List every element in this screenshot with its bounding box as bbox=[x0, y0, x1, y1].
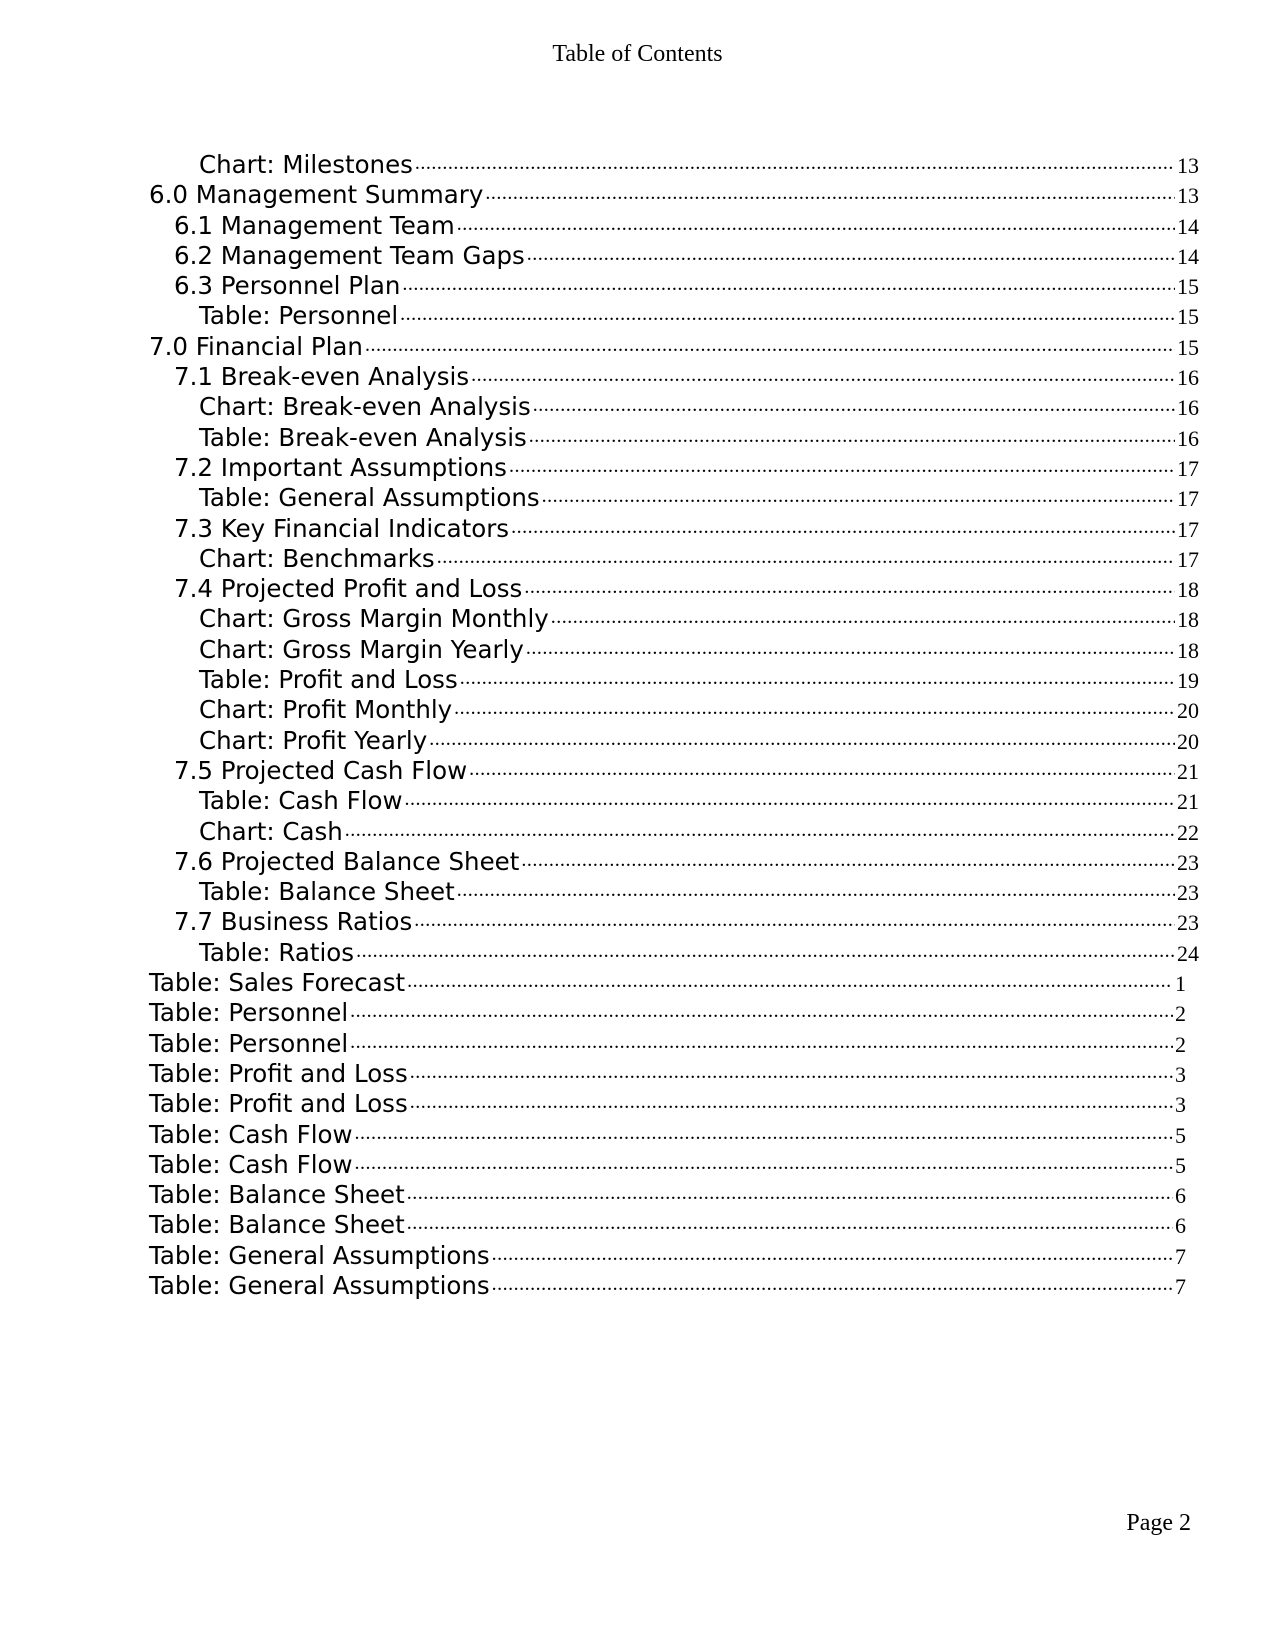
dot-leader bbox=[405, 787, 1175, 809]
toc-entry-page-number: 19 bbox=[1177, 668, 1199, 694]
table-of-contents bbox=[149, 150, 1199, 1301]
dot-leader bbox=[402, 272, 1175, 294]
dot-leader bbox=[429, 727, 1175, 749]
toc-entry-label: 7.7 Business Ratios bbox=[174, 907, 413, 937]
toc-entry-page-number: 5 bbox=[1175, 1152, 1186, 1178]
toc-entry[interactable] bbox=[149, 453, 1199, 483]
toc-entry-page-number: 21 bbox=[1177, 758, 1199, 784]
toc-entry-page-number: 7 bbox=[1175, 1273, 1186, 1299]
toc-entry[interactable] bbox=[149, 301, 1199, 331]
toc-entry[interactable] bbox=[149, 483, 1199, 513]
toc-entry[interactable] bbox=[149, 514, 1199, 544]
toc-entry[interactable] bbox=[149, 332, 1199, 362]
toc-entry-page-number: 22 bbox=[1177, 819, 1199, 845]
toc-entry[interactable] bbox=[149, 877, 1199, 907]
dot-leader bbox=[533, 393, 1175, 415]
toc-entry[interactable] bbox=[149, 968, 1199, 998]
dot-leader bbox=[355, 1151, 1173, 1173]
toc-entry[interactable] bbox=[149, 392, 1199, 422]
toc-entry[interactable] bbox=[149, 1210, 1199, 1240]
toc-entry-label: Table: Balance Sheet bbox=[149, 1180, 405, 1210]
toc-entry[interactable] bbox=[149, 574, 1199, 604]
toc-entry-page-number: 17 bbox=[1177, 546, 1199, 572]
toc-entry[interactable] bbox=[149, 1241, 1199, 1271]
toc-entry[interactable] bbox=[149, 907, 1199, 937]
toc-entry-label: Table: Balance Sheet bbox=[149, 1210, 405, 1240]
toc-entry-page-number: 17 bbox=[1177, 455, 1199, 481]
dot-leader bbox=[524, 575, 1175, 597]
toc-entry-page-number: 21 bbox=[1177, 789, 1199, 815]
toc-entry-label: Table: Cash Flow bbox=[149, 1119, 353, 1149]
toc-entry-page-number: 16 bbox=[1177, 365, 1199, 391]
toc-entry[interactable] bbox=[149, 1120, 1199, 1150]
toc-entry-label: 6.1 Management Team bbox=[174, 210, 455, 240]
toc-entry-label: Chart: Profit Monthly bbox=[199, 695, 453, 725]
toc-entry[interactable] bbox=[149, 271, 1199, 301]
toc-entry-label: Table: Ratios bbox=[199, 937, 355, 967]
toc-entry[interactable] bbox=[149, 665, 1199, 695]
toc-entry[interactable] bbox=[149, 150, 1199, 180]
toc-entry[interactable] bbox=[149, 180, 1199, 210]
toc-entry[interactable] bbox=[149, 786, 1199, 816]
toc-entry-label: Chart: Benchmarks bbox=[199, 543, 435, 573]
toc-entry-page-number: 18 bbox=[1177, 607, 1199, 633]
toc-entry-page-number: 6 bbox=[1175, 1183, 1186, 1209]
dot-leader bbox=[454, 696, 1175, 718]
toc-entry[interactable] bbox=[149, 362, 1199, 392]
toc-entry[interactable] bbox=[149, 847, 1199, 877]
dot-leader bbox=[529, 424, 1175, 446]
toc-entry-page-number: 23 bbox=[1177, 880, 1199, 906]
toc-entry-label: 7.6 Projected Balance Sheet bbox=[174, 846, 520, 876]
dot-leader bbox=[365, 333, 1175, 355]
toc-entry-page-number: 14 bbox=[1177, 243, 1199, 269]
dot-leader bbox=[471, 363, 1175, 385]
toc-entry[interactable] bbox=[149, 1059, 1199, 1089]
toc-entry-page-number: 3 bbox=[1175, 1092, 1186, 1118]
dot-leader bbox=[527, 242, 1175, 264]
toc-entry-page-number: 3 bbox=[1175, 1061, 1186, 1087]
dot-leader bbox=[460, 666, 1175, 688]
toc-entry-label: 7.1 Break-even Analysis bbox=[174, 362, 470, 392]
dot-leader bbox=[355, 1121, 1173, 1143]
toc-entry[interactable] bbox=[149, 604, 1199, 634]
dot-leader bbox=[356, 939, 1175, 961]
page-number: Page 2 bbox=[1126, 1510, 1191, 1536]
toc-entry-page-number: 17 bbox=[1177, 516, 1199, 542]
toc-entry-label: Table: Personnel bbox=[149, 998, 349, 1028]
toc-entry[interactable] bbox=[149, 756, 1199, 786]
toc-entry-page-number: 14 bbox=[1177, 213, 1199, 239]
dot-leader bbox=[492, 1242, 1173, 1264]
toc-entry-page-number: 20 bbox=[1177, 698, 1199, 724]
toc-entry-label: 7.0 Financial Plan bbox=[149, 331, 363, 361]
dot-leader bbox=[437, 545, 1175, 567]
toc-entry-page-number: 1 bbox=[1175, 971, 1186, 997]
toc-entry-page-number: 7 bbox=[1175, 1243, 1186, 1269]
toc-entry-label: Table: Profit and Loss bbox=[149, 1058, 408, 1088]
toc-entry-page-number: 16 bbox=[1177, 395, 1199, 421]
toc-entry-label: Table: Balance Sheet bbox=[199, 877, 455, 907]
toc-entry-label: Chart: Break-even Analysis bbox=[199, 392, 531, 422]
toc-entry-page-number: 23 bbox=[1177, 910, 1199, 936]
page-title: Table of Contents bbox=[552, 41, 723, 67]
toc-entry-label: Table: Cash Flow bbox=[149, 1149, 353, 1179]
dot-leader bbox=[407, 1211, 1173, 1233]
dot-leader bbox=[551, 605, 1175, 627]
dot-leader bbox=[485, 181, 1175, 203]
toc-entry-label: Table: General Assumptions bbox=[149, 1270, 490, 1300]
toc-entry-label: Chart: Milestones bbox=[199, 150, 413, 179]
toc-entry-label: Table: Sales Forecast bbox=[149, 968, 406, 998]
toc-entry[interactable] bbox=[149, 1180, 1199, 1210]
toc-entry[interactable] bbox=[149, 1150, 1199, 1180]
toc-entry-label: Table: Cash Flow bbox=[199, 786, 403, 816]
toc-entry-label: 7.4 Projected Profit and Loss bbox=[174, 574, 523, 604]
toc-entry-label: 7.3 Key Financial Indicators bbox=[174, 513, 510, 543]
dot-leader bbox=[350, 999, 1173, 1021]
toc-entry-page-number: 2 bbox=[1175, 1001, 1186, 1027]
dot-leader bbox=[410, 1090, 1173, 1112]
toc-entry[interactable] bbox=[149, 241, 1199, 271]
toc-entry-label: Chart: Cash bbox=[199, 816, 343, 846]
toc-entry-page-number: 13 bbox=[1177, 183, 1199, 209]
toc-entry-label: 7.2 Important Assumptions bbox=[174, 452, 507, 482]
dot-leader bbox=[400, 302, 1175, 324]
dot-leader bbox=[457, 878, 1175, 900]
toc-entry-label: Table: Personnel bbox=[199, 301, 399, 331]
dot-leader bbox=[492, 1272, 1173, 1294]
toc-entry-page-number: 18 bbox=[1177, 637, 1199, 663]
toc-entry-page-number: 2 bbox=[1175, 1031, 1186, 1057]
toc-entry-label: Table: Break-even Analysis bbox=[199, 422, 527, 452]
dot-leader bbox=[414, 908, 1175, 930]
toc-entry-page-number: 13 bbox=[1177, 153, 1199, 178]
toc-entry-label: Chart: Gross Margin Yearly bbox=[199, 634, 524, 664]
dot-leader bbox=[542, 484, 1175, 506]
toc-entry[interactable] bbox=[149, 695, 1199, 725]
toc-entry-label: 6.0 Management Summary bbox=[149, 180, 484, 210]
toc-entry[interactable] bbox=[149, 1271, 1199, 1301]
toc-entry-page-number: 20 bbox=[1177, 728, 1199, 754]
toc-entry-page-number: 15 bbox=[1177, 304, 1199, 330]
toc-entry-page-number: 18 bbox=[1177, 577, 1199, 603]
dot-leader bbox=[511, 515, 1175, 537]
toc-entry-label: Table: Personnel bbox=[149, 1028, 349, 1058]
dot-leader bbox=[415, 151, 1175, 173]
toc-entry[interactable] bbox=[149, 544, 1199, 574]
toc-entry-page-number: 6 bbox=[1175, 1213, 1186, 1239]
dot-leader bbox=[407, 969, 1173, 991]
toc-entry-page-number: 15 bbox=[1177, 274, 1199, 300]
toc-entry-page-number: 5 bbox=[1175, 1122, 1186, 1148]
toc-entry-label: Table: General Assumptions bbox=[199, 483, 540, 513]
toc-entry-page-number: 17 bbox=[1177, 486, 1199, 512]
toc-entry-page-number: 24 bbox=[1177, 940, 1199, 966]
dot-leader bbox=[410, 1060, 1173, 1082]
dot-leader bbox=[407, 1181, 1173, 1203]
toc-entry[interactable] bbox=[149, 211, 1199, 241]
toc-entry-label: 7.5 Projected Cash Flow bbox=[174, 755, 468, 785]
toc-entry-page-number: 23 bbox=[1177, 849, 1199, 875]
toc-entry[interactable] bbox=[149, 817, 1199, 847]
dot-leader bbox=[345, 818, 1175, 840]
toc-entry-label: Chart: Gross Margin Monthly bbox=[199, 604, 549, 634]
toc-entry[interactable] bbox=[149, 1089, 1199, 1119]
toc-entry[interactable] bbox=[149, 938, 1199, 968]
dot-leader bbox=[469, 757, 1175, 779]
dot-leader bbox=[457, 212, 1175, 234]
dot-leader bbox=[509, 454, 1175, 476]
dot-leader bbox=[350, 1030, 1173, 1052]
toc-entry-label: Chart: Profit Yearly bbox=[199, 725, 428, 755]
toc-entry-page-number: 15 bbox=[1177, 334, 1199, 360]
toc-entry-page-number: 16 bbox=[1177, 425, 1199, 451]
toc-entry[interactable] bbox=[149, 1029, 1199, 1059]
dot-leader bbox=[526, 636, 1175, 658]
toc-entry-label: 6.2 Management Team Gaps bbox=[174, 240, 525, 270]
dot-leader bbox=[521, 848, 1175, 870]
toc-entry[interactable] bbox=[149, 726, 1199, 756]
toc-entry[interactable] bbox=[149, 635, 1199, 665]
toc-entry[interactable] bbox=[149, 998, 1199, 1028]
toc-entry-label: Table: Profit and Loss bbox=[149, 1089, 408, 1119]
toc-entry-label: Table: General Assumptions bbox=[149, 1240, 490, 1270]
toc-entry-label: Table: Profit and Loss bbox=[199, 665, 458, 695]
toc-entry[interactable] bbox=[149, 423, 1199, 453]
toc-entry-label: 6.3 Personnel Plan bbox=[174, 271, 401, 301]
